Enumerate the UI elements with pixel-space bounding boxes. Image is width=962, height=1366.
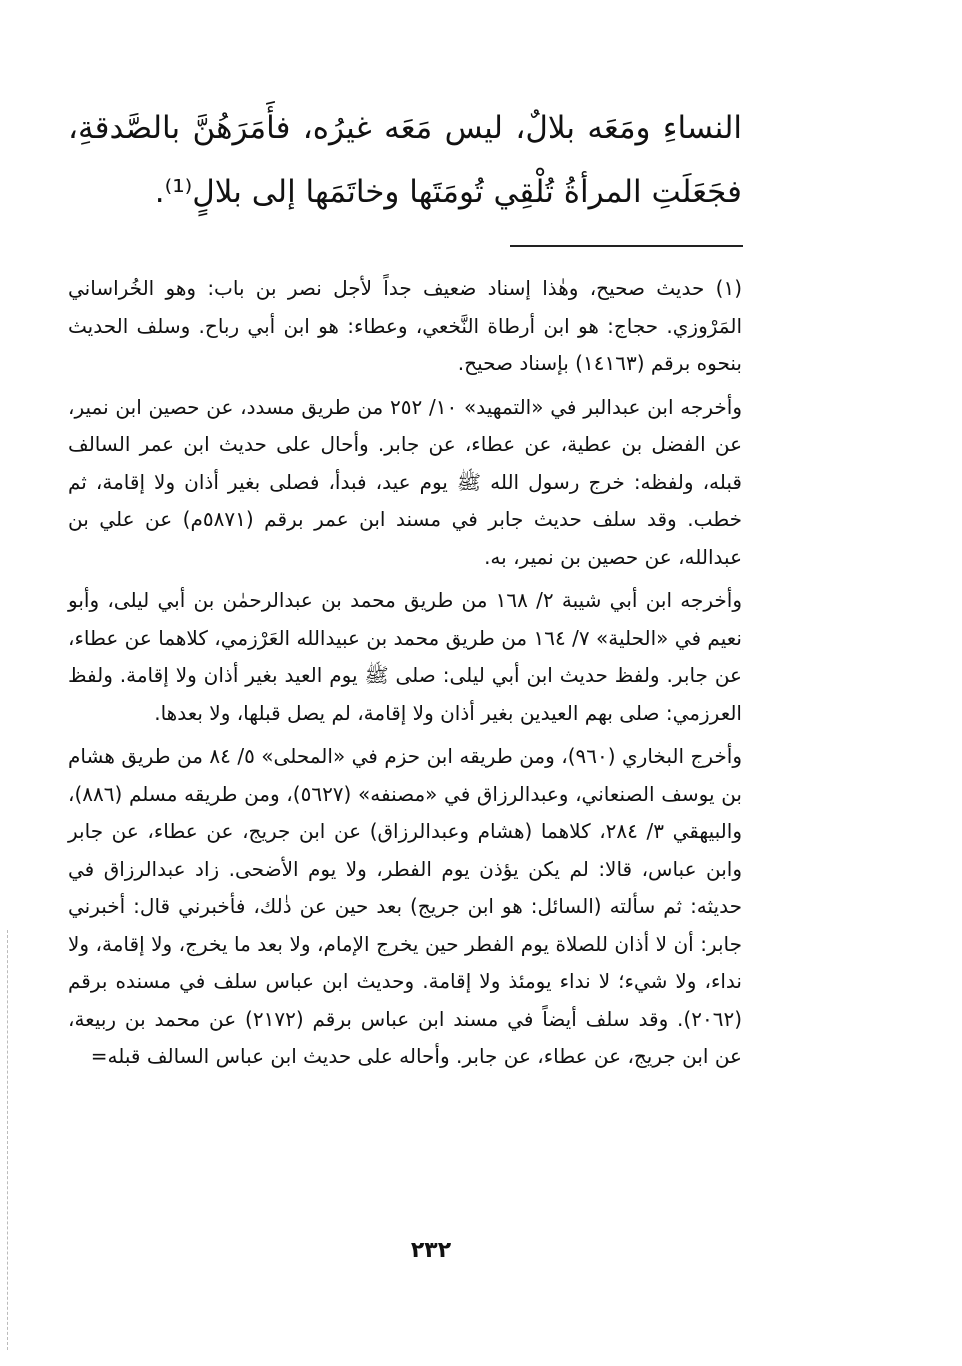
main-paragraph: النساءِ ومَعَه بلالٌ، ليس مَعَه غيرُه، فأَمَرَهُنَّ بالصَّدقةِ، فجَعَلَتِ المرأةُ تُلْقِي تُومَتَها وخاتَمَها إلى بلالٍ⁽¹⁾. bbox=[68, 110, 742, 210]
footnote-divider bbox=[510, 245, 743, 247]
scan-edge-mark bbox=[7, 930, 8, 1350]
footnote-paragraph-1: (١) حديث صحيح، وهٰذا إسناد ضعيف جداً لأجل نصر بن باب: وهو الخُراساني المَرْوزي. حجاج: هو ابن أرطاة النَّخعي، وعطاء: هو ابن أبي رباح. وسلف الحديث بنحوه برقم (١٤١٦٣) بإسناد صحيح. bbox=[68, 276, 742, 375]
footnote-paragraph-4: وأخرج البخاري (٩٦٠)، ومن طريقه ابن حزم في «المحلى» ٥/ ٨٤ من طريق هشام بن يوسف الصنعاني، وعبدالرزاق في «مصنفه» (٥٦٢٧)، ومن طريقه مسلم (٨٨٦)، والبيهقي ٣/ ٢٨٤، كلاهما (هشام وعبدالرزاق) عن ابن جريج، عن عطاء، عن جابر وابن عباس، قالا: لم يكن يؤذن يوم الفطر، ولا يوم الأضحى. زاد عبدالرزاق في حديثه: ثم سألته (السائل: هو ابن جريج) بعد حين عن ذٰلك، فأخبرني قال: أخبرني جابر: أن لا أذان للصلاة يوم الفطر حين يخرج الإمام، ولا بعد ما يخرج، ولا إقامة، ولا نداء، ولا شيء؛ لا نداء يومئذ ولا إقامة. وحديث ابن عباس سلف في مسنده برقم (٢٠٦٢). وقد سلف أيضاً في مسند ابن عباس برقم (٢١٧٢) عن محمد بن ربيعة، عن ابن جريج، عن عطاء، عن جابر. وأحاله على حديث ابن عباس السالف قبله= bbox=[68, 744, 742, 1068]
footnotes bbox=[68, 270, 742, 1082]
footnote-paragraph-3: وأخرجه ابن أبي شيبة ٢/ ١٦٨ من طريق محمد بن عبدالرحمٰن بن أبي ليلى، وأبو نعيم في «الحلية» ٧/ ١٦٤ من طريق محمد بن عبيدالله العَرْزمي، كلاهما عن عطاء، عن جابر. ولفظ حديث ابن أبي ليلى: صلى ﷺ يوم العيد بغير أذان ولا إقامة. ولفظ العرزمي: صلى بهم العيدين بغير أذان ولا إقامة، لم يصل قبلها، ولا بعدها. bbox=[68, 588, 742, 725]
main-text bbox=[68, 96, 742, 224]
footnote-paragraph-2: وأخرجه ابن عبدالبر في «التمهيد» ١٠/ ٢٥٢ من طريق مسدد، عن حصين ابن نمير، عن الفضل بن عطية، عن عطاء، عن جابر. وأحال على حديث ابن عمر السالف قبله، ولفظه: خرج رسول الله ﷺ يوم عيد، فبدأ، فصلى بغير أذان ولا إقامة، ثم خطب. وقد سلف حديث جابر في مسند ابن عمر برقم (٥٨٧١م) عن علي بن عبدالله، عن حصين بن نمير، به. bbox=[68, 394, 742, 569]
page-number: ٢٣٢ bbox=[410, 1238, 452, 1263]
